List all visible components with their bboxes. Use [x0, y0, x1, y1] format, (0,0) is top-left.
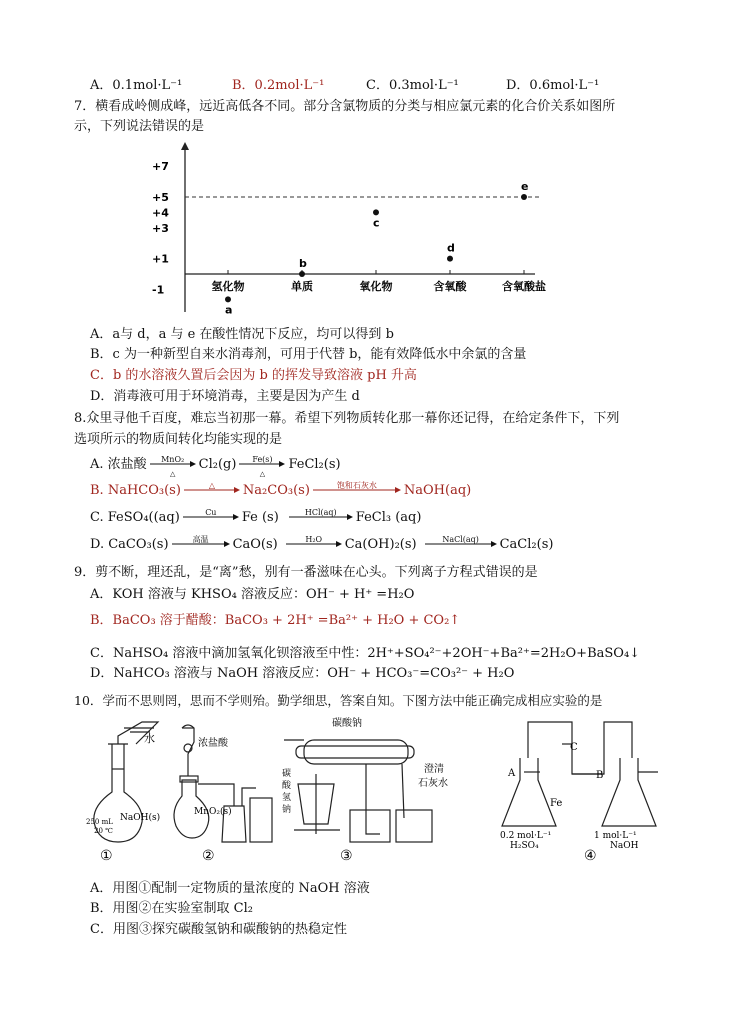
- y-tick-label: +1: [152, 252, 169, 266]
- valence-chart: [140, 142, 560, 322]
- q6-option-c: C．0.3mol·L⁻¹: [366, 78, 459, 93]
- x-category-label: 单质: [291, 280, 313, 293]
- data-point-b: [299, 271, 305, 277]
- svg-text:氢: 氢: [282, 793, 292, 803]
- x-category-label: 含氧酸: [433, 280, 467, 293]
- fig4-label-a: A: [508, 768, 516, 779]
- svg-text:钠: 钠: [282, 805, 292, 815]
- fig-num-1: ①: [100, 848, 113, 864]
- y-tick-label: +5: [152, 191, 169, 204]
- x-category-label: 氢化物: [211, 280, 245, 293]
- data-point-label-b: b: [299, 257, 307, 270]
- fig2-hcl-label: 浓盐酸: [198, 738, 228, 749]
- fig-num-3: ③: [340, 848, 353, 864]
- svg-text:酸: 酸: [282, 781, 292, 791]
- fig4-label-c: C: [570, 742, 578, 753]
- fig1-naoh-label: NaOH(s): [120, 813, 161, 823]
- fig4-label-b: B: [596, 770, 604, 781]
- fig4-naoh: NaOH: [610, 841, 639, 851]
- fig-num-4: ④: [584, 848, 597, 864]
- y-tick-label: +7: [152, 160, 169, 174]
- q9-option-a: A．KOH 溶液与 KHSO₄ 溶液反应：OH⁻ + H⁺ =H₂O: [90, 587, 415, 602]
- q9-option-b: B．BaCO₃ 溶于醋酸：BaCO₃ + 2H⁺ =Ba²⁺ + H₂O + CO₂↑: [90, 613, 461, 628]
- q10-option-a: A．用图①配制一定物质的量浓度的 NaOH 溶液: [90, 881, 370, 896]
- q6-option-a: A．0.1mol·L⁻¹: [90, 78, 183, 93]
- fig3-limewater-2: 石灰水: [418, 778, 448, 789]
- q6-option-b: B．0.2mol·L⁻¹: [232, 78, 325, 93]
- data-point-label-c: c: [373, 216, 380, 230]
- fig4-naoh-conc: 1 mol·L⁻¹: [594, 831, 637, 841]
- q9-stem: 9．剪不断，理还乱，是“离”愁，别有一番滋味在心头。下列离子方程式错误的是: [74, 565, 538, 580]
- fig3-na2co3-label: 碳酸钠: [332, 718, 362, 729]
- q7-stem-line1: 7．横看成岭侧成峰，远近高低各不同。部分含氯物质的分类与相应氯元素的化合价关系如图所: [74, 99, 616, 114]
- q8-stem-line2: 选项所示的物质间转化均能实现的是: [74, 432, 283, 447]
- fig1-flask-temp: 20 ℃: [94, 827, 113, 835]
- y-ticks: [152, 160, 169, 296]
- q7-option-b: B．c 为一种新型自来水消毒剂，可用于代替 b，能有效降低水中余氯的含量: [90, 347, 527, 362]
- data-point-e: [521, 194, 527, 200]
- fig1-water-label: 水: [144, 732, 155, 745]
- data-point-a: [225, 296, 231, 302]
- q8-option-c: C. FeSO₄((aq) Cu Fe (s) HCl(aq) FeCl₃ (aq): [90, 507, 422, 525]
- data-point-label-e: e: [521, 180, 529, 193]
- x-category-label: 氧化物: [359, 280, 393, 293]
- q8-option-a: A. 浓盐酸 MnO₂ △ Cl₂(g) Fe(s) △ FeCl₂(s): [90, 454, 341, 478]
- q8a-start: A. 浓盐酸: [90, 457, 147, 472]
- fig-num-2: ②: [202, 848, 215, 864]
- fig3-nahco3-label: 碳: [282, 769, 292, 779]
- fig4-fe-label: Fe: [550, 798, 563, 809]
- fig1-flask-volume: 250 mL: [86, 818, 113, 826]
- y-tick-label: -1: [152, 283, 165, 297]
- q10-apparatus-figures: [84, 714, 664, 864]
- data-point-d: [447, 256, 453, 262]
- y-tick-label: +3: [152, 221, 169, 235]
- q8-option-b: B. NaHCO₃(s) △ Na₂CO₃(s) 饱和石灰水 NaOH(aq): [90, 480, 472, 498]
- q8-stem-line1: 8.众里寻他千百度，难忘当初那一幕。希望下列物质转化那一幕你还记得，在给定条件下，下列: [74, 411, 620, 426]
- q6-option-d: D．0.6mol·L⁻¹: [506, 78, 600, 93]
- q10-option-c: C．用图③探究碳酸氢钠和碳酸钠的热稳定性: [90, 922, 347, 937]
- figure-3-thermal-stability: [284, 740, 432, 842]
- fig4-h2so4-conc: 0.2 mol·L⁻¹: [500, 831, 552, 841]
- q10-stem: 10．学而不思则罔，思而不学则殆。勤学细思，答案自知。下图方法中能正确完成相应实验的是: [74, 693, 603, 708]
- q10-option-b: B．用图②在实验室制取 Cl₂: [90, 901, 254, 916]
- fig2-mno2-label: MnO₂(s): [194, 807, 232, 817]
- y-tick-label: +4: [152, 206, 169, 220]
- q7-option-d: D．消毒液可用于环境消毒，主要是因为产生 d: [90, 389, 360, 404]
- fig4-h2so4: H₂SO₄: [510, 841, 539, 851]
- data-points: [225, 180, 528, 316]
- data-point-c: [373, 209, 379, 215]
- q7-option-a: A．a与 d，a 与 e 在酸性情况下反应，均可以得到 b: [90, 327, 394, 342]
- x-category-label: 含氧酸盐: [502, 280, 546, 293]
- fig3-limewater-1: 澄清: [424, 764, 444, 775]
- q9-option-c: C．NaHSO₄ 溶液中滴加氢氧化钡溶液至中性：2H⁺+SO₄²⁻+2OH⁻+Ba²⁺=2H₂O+BaSO₄↓: [90, 646, 641, 661]
- data-point-label-d: d: [447, 241, 455, 255]
- data-point-label-a: a: [225, 303, 233, 317]
- q8-option-d: D. CaCO₃(s) 高温 CaO(s) H₂O Ca(OH)₂(s) NaCl(aq) CaCl₂(s): [90, 534, 554, 552]
- q9-option-d: D．NaHCO₃ 溶液与 NaOH 溶液反应：OH⁻ + HCO₃⁻=CO₃²⁻ + H₂O: [90, 666, 515, 681]
- figure-4-two-flasks: [502, 722, 658, 826]
- q7-option-c: C．b 的水溶液久置后会因为 b 的挥发导致溶液 pH 升高: [90, 368, 417, 383]
- q7-stem-line2: 示，下列说法错误的是: [74, 119, 205, 134]
